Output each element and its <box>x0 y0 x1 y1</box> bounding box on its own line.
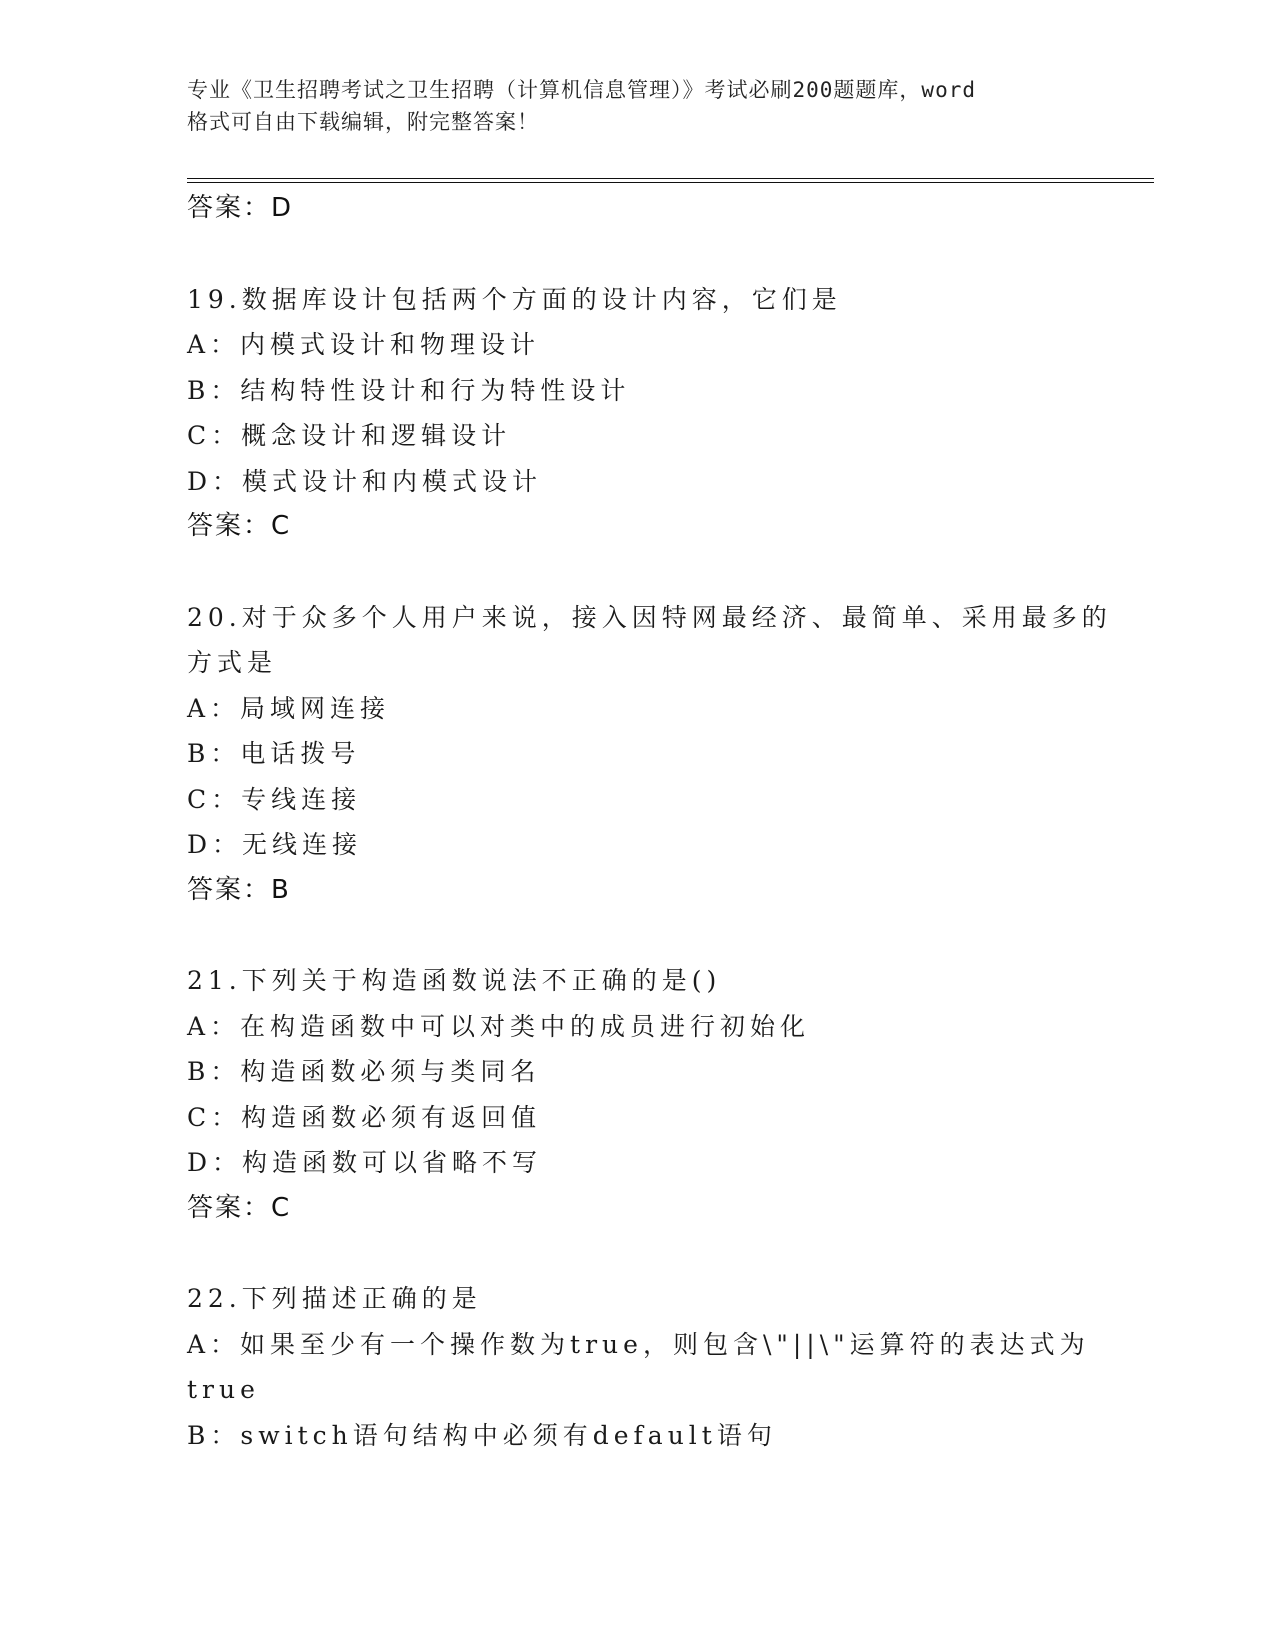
option-b: B：结构特性设计和行为特性设计 <box>187 375 631 405</box>
question-20 <box>187 595 1112 914</box>
header-divider-bottom <box>187 182 1154 183</box>
option-d: D：无线连接 <box>187 830 363 859</box>
option-c: C：概念设计和逻辑设计 <box>187 421 512 450</box>
option-c: C：构造函数必须有返回值 <box>187 1102 542 1132</box>
header-divider-top <box>187 178 1154 179</box>
option-a: A：内模式设计和物理设计 <box>187 330 541 359</box>
answer: 答案：B <box>187 874 291 905</box>
option-a: A：在构造函数中可以对类中的成员进行初始化 <box>187 1011 811 1041</box>
answer-previous: 答案：D <box>187 193 294 223</box>
document-header <box>187 74 1107 138</box>
answer: 答案：C <box>187 1192 292 1223</box>
question-stem: 19.数据库设计包括两个方面的设计内容，它们是 <box>187 284 842 314</box>
option-b: B：switch语句结构中必须有default语句 <box>187 1420 777 1450</box>
option-a-line-1: A：如果至少有一个操作数为true，则包含\"||\"运算符的表达式为 <box>187 1329 1090 1359</box>
header-line-1: 专业《卫生招聘考试之卫生招聘（计算机信息管理）》考试必刷200题题库，word <box>187 78 976 102</box>
option-b: B：电话拨号 <box>187 739 361 768</box>
option-b: B：构造函数必须与类同名 <box>187 1057 541 1086</box>
spacer <box>187 913 1087 958</box>
question-19 <box>187 277 1087 550</box>
header-line-2: 格式可自由下载编辑，附完整答案！ <box>187 110 539 134</box>
document-body <box>187 186 1112 1458</box>
question-stem: 21.下列关于构造函数说法不正确的是() <box>187 966 722 995</box>
question-stem-line-1: 20.对于众多个人用户来说，接入因特网最经济、最简单、采用最多的 <box>187 602 1112 632</box>
question-stem: 22.下列描述正确的是 <box>187 1284 482 1313</box>
question-21 <box>187 958 1087 1231</box>
spacer <box>187 1231 1087 1276</box>
spacer <box>187 232 1087 277</box>
option-a: A：局域网连接 <box>187 693 391 723</box>
option-d: D：模式设计和内模式设计 <box>187 466 543 496</box>
answer: 答案：C <box>187 511 292 541</box>
question-22 <box>187 1276 1090 1458</box>
option-d: D：构造函数可以省略不写 <box>187 1148 543 1177</box>
option-a-line-2: true <box>187 1375 260 1404</box>
question-stem-line-2: 方式是 <box>187 648 278 677</box>
spacer <box>187 550 1087 595</box>
option-c: C：专线连接 <box>187 784 362 814</box>
